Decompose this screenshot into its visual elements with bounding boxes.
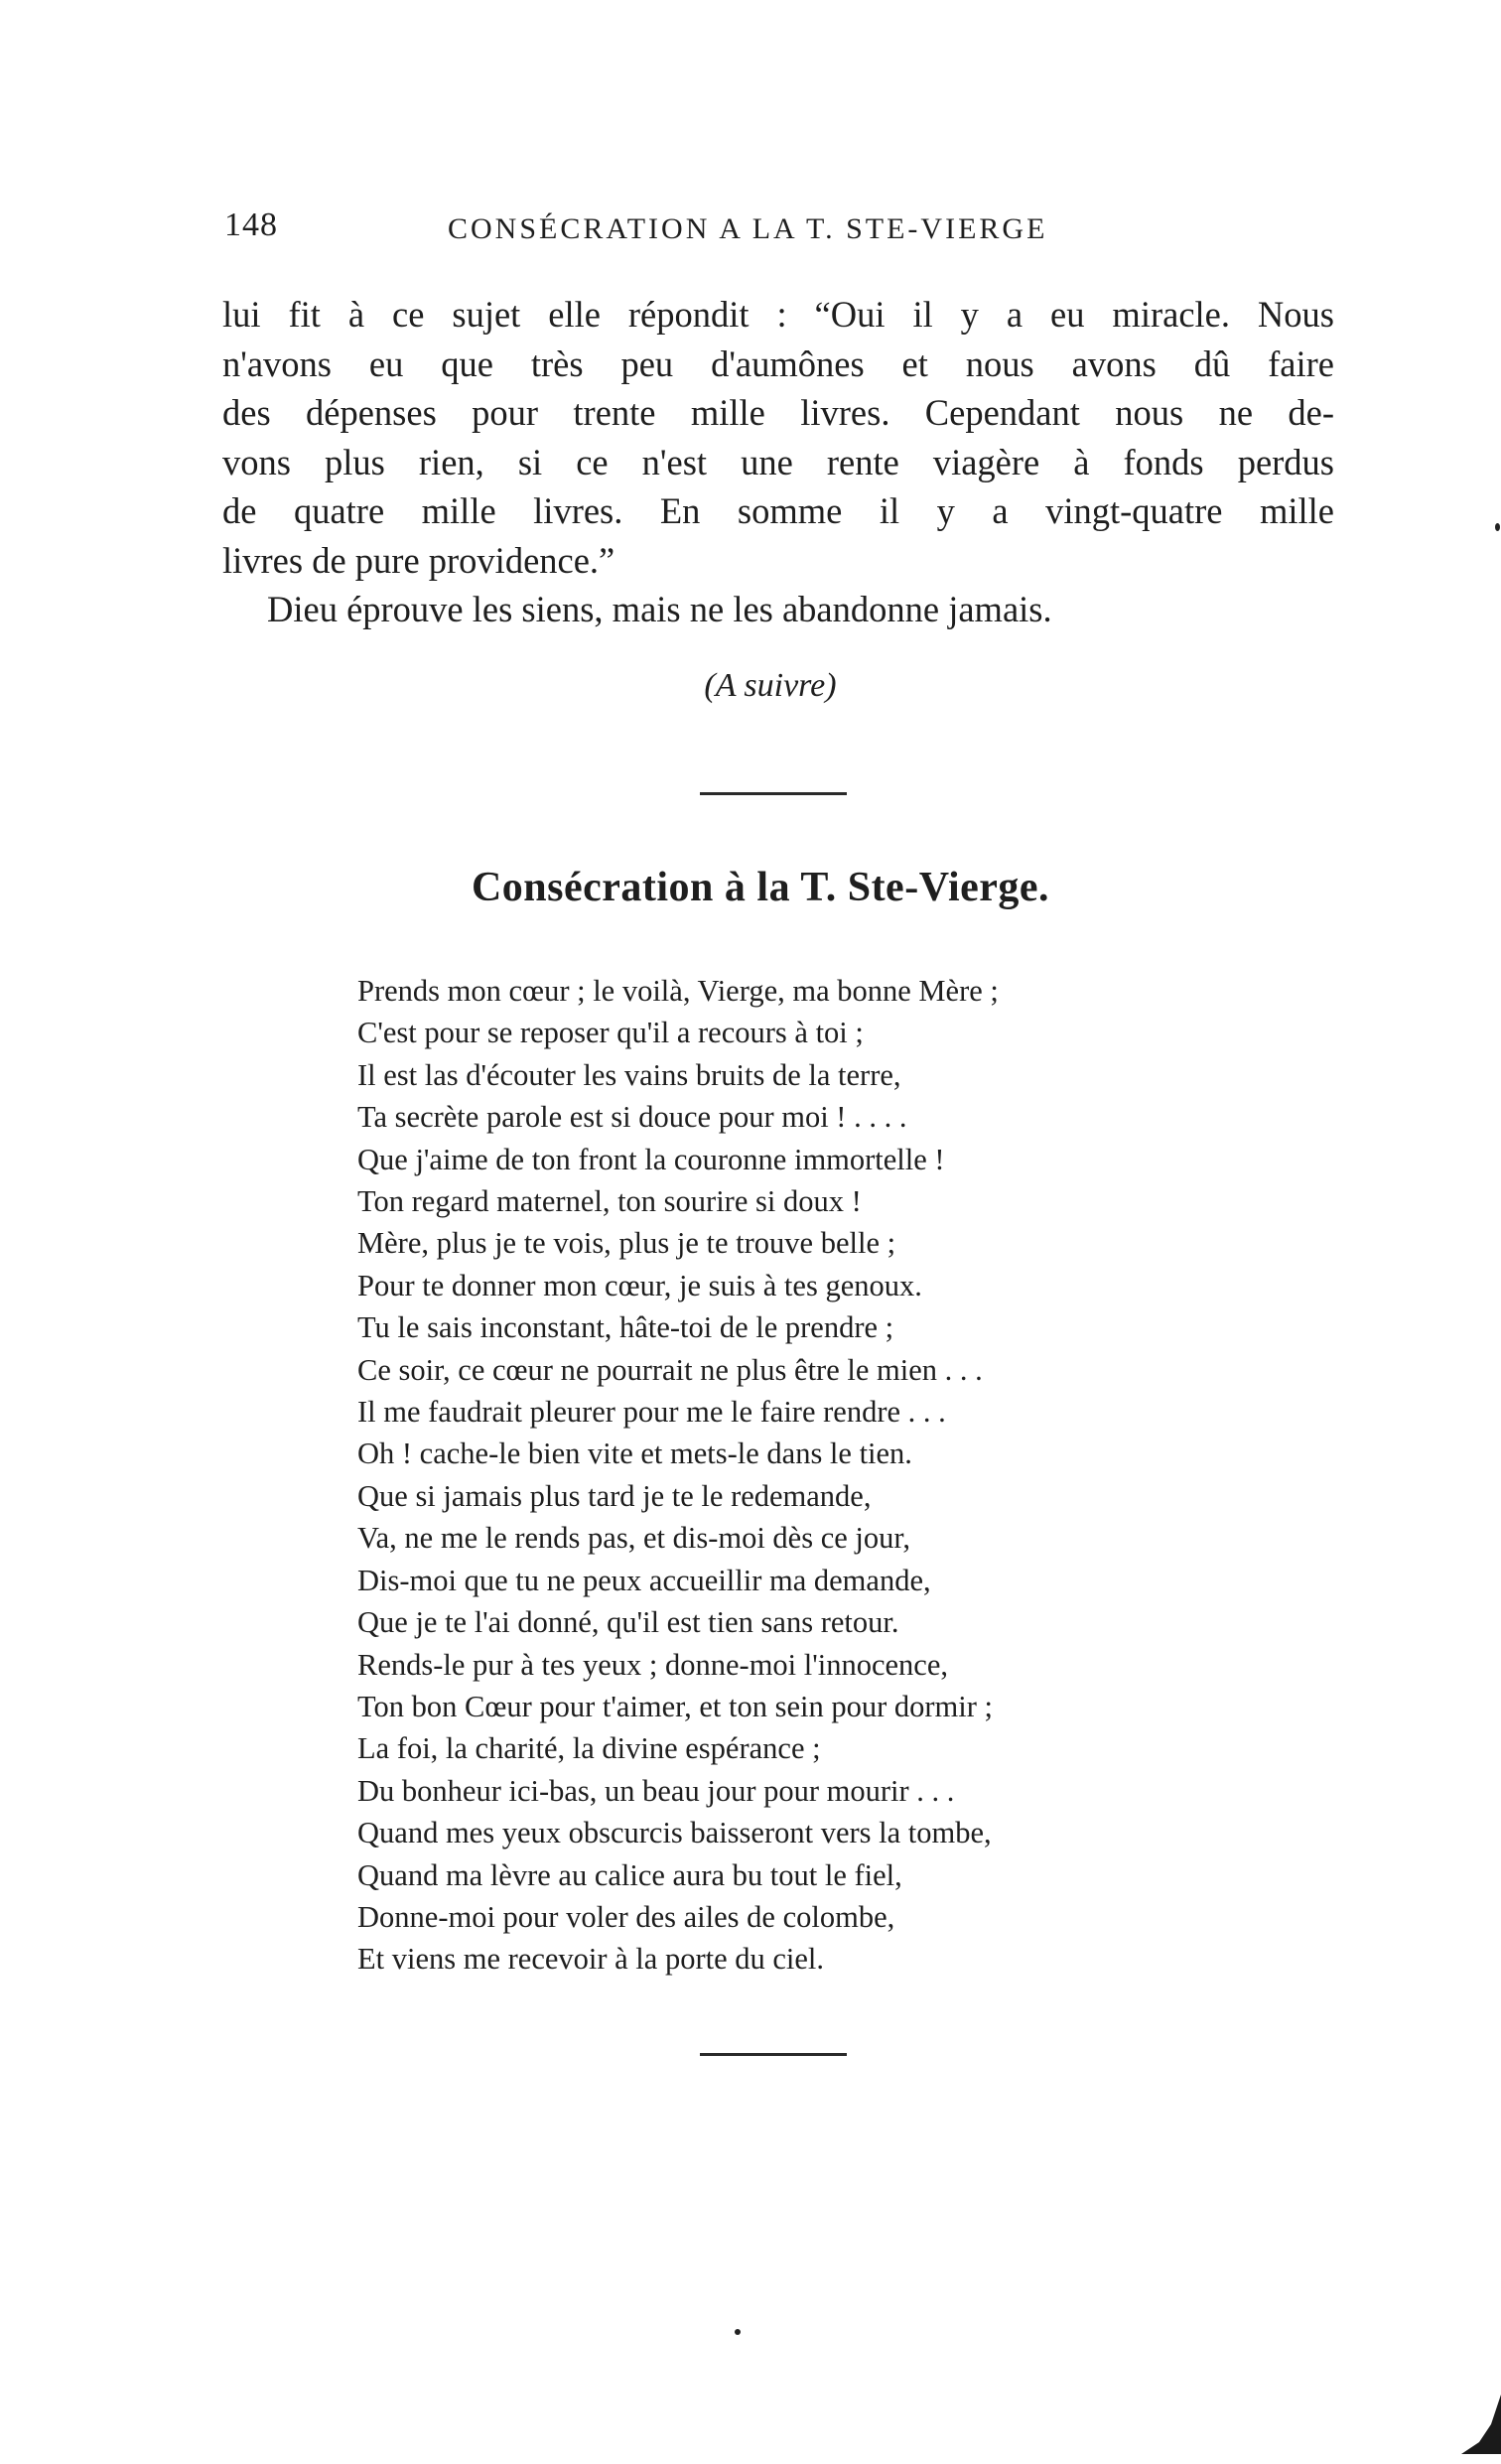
prose-line: lui fit à ce sujet elle répondit : “Oui il y a eu miracle. Nous (222, 294, 1334, 335)
poem-verse: Oh ! cache-le bien vite et mets-le dans le tien. (357, 1437, 912, 1471)
prose-line: Dieu éprouve les siens, mais ne les abandonne jamais. (267, 589, 1052, 629)
poem-verse: Il est las d'écouter les vains bruits de la terre, (357, 1057, 901, 1092)
poem-verse: Pour te donner mon cœur, je suis à tes genoux. (357, 1268, 922, 1302)
running-head: CONSÉCRATION A LA T. STE-VIERGE (448, 212, 1048, 245)
poem-verse: Que j'aime de ton front la couronne immortelle ! (357, 1142, 945, 1176)
prose-paragraph (222, 290, 1334, 634)
poem-verse: Tu le sais inconstant, hâte-toi de le prendre ; (357, 1310, 894, 1345)
scan-speck (735, 2329, 741, 2335)
scan-speck (1495, 523, 1500, 531)
poem-verse: Du bonheur ici-bas, un beau jour pour mourir . . . (357, 1773, 955, 1808)
poem-verse: Quand ma lèvre au calice aura bu tout le fiel, (357, 1857, 902, 1892)
scan-edge-mark (1461, 2395, 1501, 2454)
poem-verse: Ce soir, ce cœur ne pourrait ne plus être le mien . . . (357, 1352, 983, 1387)
poem-verse: Que si jamais plus tard je te le redemande, (357, 1478, 872, 1513)
poem-title: Consécration à la T. Ste-Vierge. (471, 865, 1050, 910)
poem-verse: Mère, plus je te vois, plus je te trouve belle ; (357, 1226, 896, 1261)
end-divider (700, 2053, 847, 2056)
poem-verse: Ton regard maternel, ton sourire si doux ! (357, 1184, 862, 1219)
poem-verse: La foi, la charité, la divine espérance ; (357, 1731, 821, 1766)
poem-verse: Quand mes yeux obscurcis baisseront vers la tombe, (357, 1816, 992, 1850)
poem-verse: Et viens me recevoir à la porte du ciel. (357, 1942, 825, 1977)
poem-verse: Rends-le pur à tes yeux ; donne-moi l'innocence, (357, 1647, 948, 1682)
poem-verse: Que je te l'ai donné, qu'il est tien sans retour. (357, 1605, 899, 1640)
poem-verse: Ta secrète parole est si douce pour moi ! . . . . (357, 1100, 907, 1135)
page-header (224, 206, 1118, 256)
prose-line: des dépenses pour trente mille livres. Cependant nous ne de- (222, 392, 1334, 433)
poem-verse: Donne-moi pour voler des ailes de colombe, (357, 1899, 895, 1934)
poem-verse: Prends mon cœur ; le voilà, Vierge, ma bonne Mère ; (357, 974, 999, 1008)
prose-line: de quatre mille livres. En somme il y a vingt-quatre mille (222, 490, 1334, 531)
prose-line: livres de pure providence.” (222, 539, 615, 581)
poem-verse: Va, ne me le rends pas, et dis-moi dès ce jour, (357, 1521, 910, 1556)
section-divider (700, 792, 847, 795)
page-number: 148 (224, 206, 278, 243)
to-be-continued: (A suivre) (704, 667, 837, 704)
poem-verse: Il me faudrait pleurer pour me le faire rendre . . . (357, 1395, 946, 1430)
poem (357, 970, 1251, 1981)
poem-verse: Dis-moi que tu ne peux accueillir ma demande, (357, 1563, 931, 1597)
prose-line: n'avons eu que très peu d'aumônes et nous avons dû faire (222, 342, 1334, 384)
prose-line: vons plus rien, si ce n'est une rente viagère à fonds perdus (222, 441, 1334, 482)
poem-verse: C'est pour se reposer qu'il a recours à toi ; (357, 1016, 864, 1050)
poem-verse: Ton bon Cœur pour t'aimer, et ton sein pour dormir ; (357, 1689, 993, 1723)
